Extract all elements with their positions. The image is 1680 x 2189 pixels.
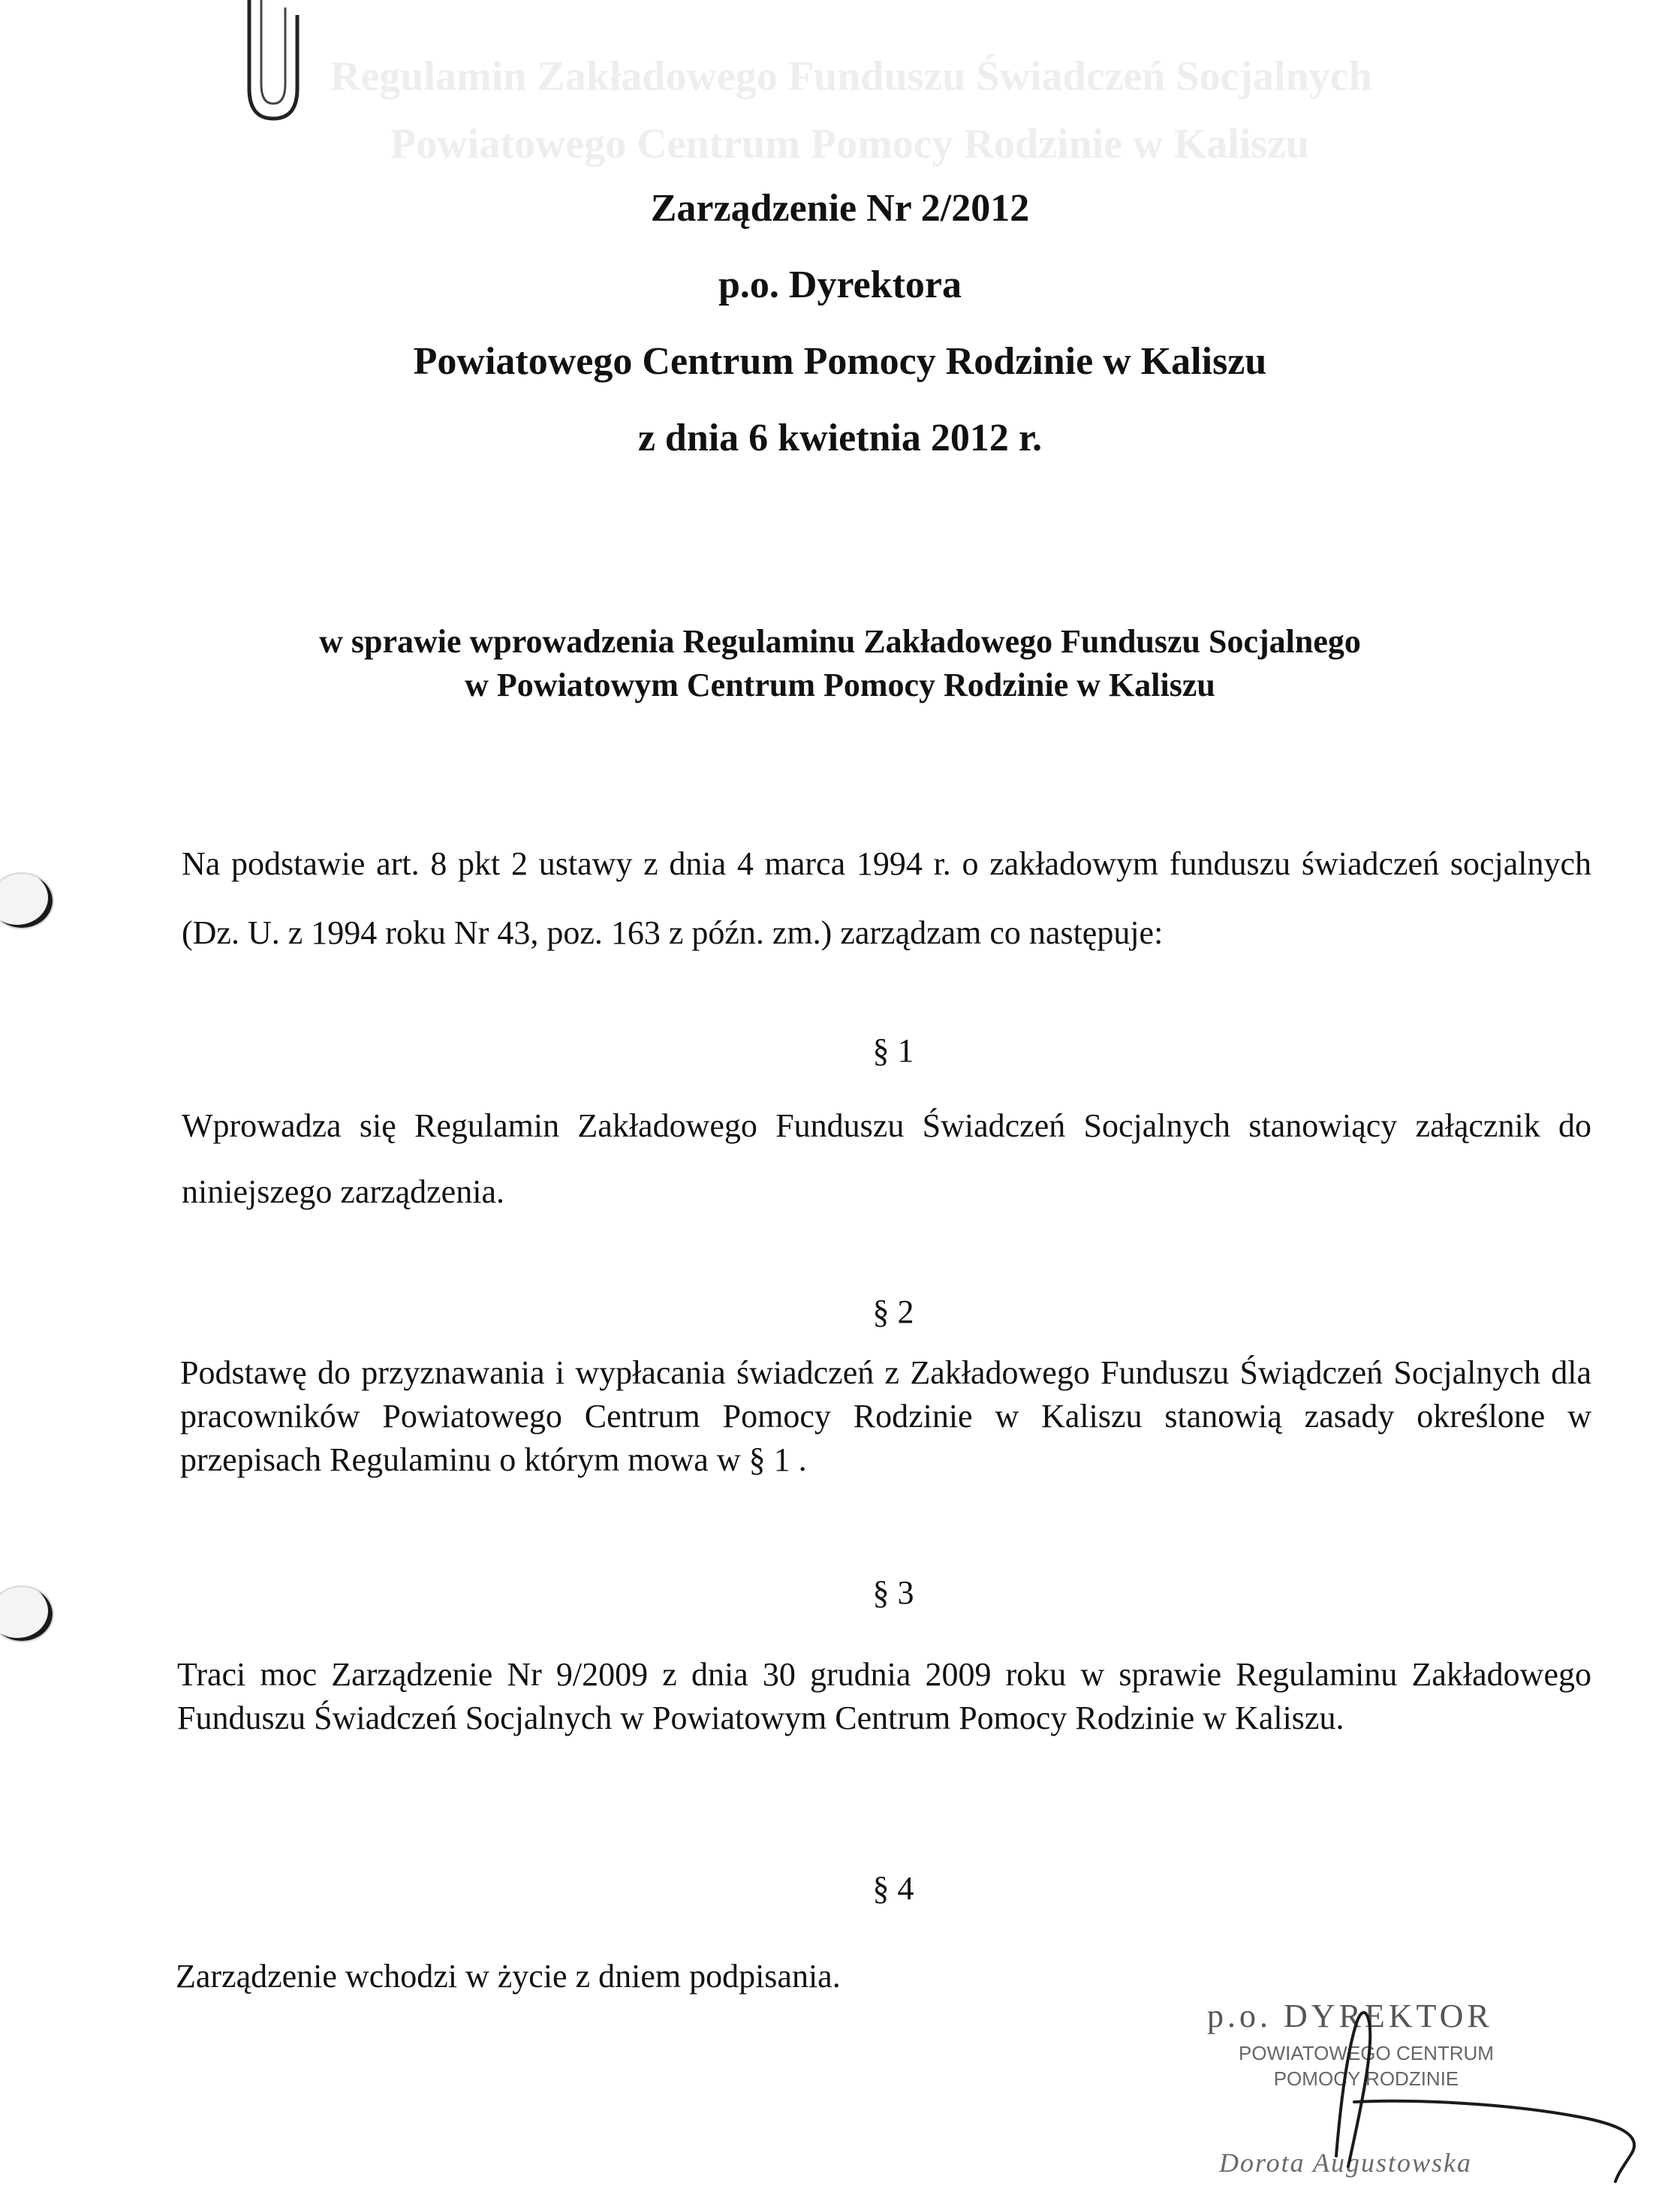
stamp-title: p.o. DYREKTOR <box>1207 1998 1493 2034</box>
document-title: Zarządzenie Nr 2/2012 <box>650 187 1030 230</box>
section-4-text: Zarządzenie wchodzi w życie z dniem podpisania. <box>176 1958 841 1995</box>
subject-line-1: w sprawie wprowadzenia Regulaminu Zakładowego Funduszu Socjalnego <box>319 623 1361 660</box>
section-2-mark: § 2 <box>872 1293 914 1330</box>
section-1-mark: § 1 <box>872 1032 914 1069</box>
bleed-through-line-1: Regulamin Zakładowego Funduszu Świadczeń Socjalnych <box>330 53 1372 100</box>
section-1-text: Wprowadza się Regulamin Zakładowego Funduszu Świadczeń Socjalnych stanowiący załącznik do niniejszego zarządzenia. <box>182 1107 1591 1210</box>
section-3-mark: § 3 <box>872 1574 914 1611</box>
document-position: p.o. Dyrektora <box>718 263 962 306</box>
document-institution: Powiatowego Centrum Pomocy Rodzinie w Kaliszu <box>413 340 1267 383</box>
stamp-line-2: POMOCY RODZINIE <box>1273 2067 1459 2090</box>
subject-line-2: w Powiatowym Centrum Pomocy Rodzinie w Kaliszu <box>465 667 1215 703</box>
section-2-text: Podstawę do przyznawania i wypłacania świadczeń z Zakładowego Funduszu Świądczeń Socjalnych dla pracowników Powiatowego Centrum Pomocy Rodzinie w Kaliszu stanowią zasady określone w przepisach Regulaminu o którym mowa w § 1 . <box>180 1354 1591 1478</box>
document-subject <box>0 620 1680 707</box>
stamp-line-1: POWIATOWEGO CENTRUM <box>1239 2042 1494 2064</box>
legal-basis-paragraph: Na podstawie art. 8 pkt 2 ustawy z dnia 4 marca 1994 r. o zakładowym funduszu świadczeń socjalnych (Dz. U. z 1994 roku Nr 43, poz. 163 z późn. zm.) zarządzam co następuje: <box>182 845 1591 951</box>
punch-hole-top <box>0 872 54 929</box>
paper-clip-icon <box>239 0 306 128</box>
section-4-mark: § 4 <box>872 1870 914 1907</box>
stamp-name: Dorota Augustowska <box>1219 2148 1473 2178</box>
handwritten-signature <box>1321 1989 1666 2184</box>
document-date: z dnia 6 kwietnia 2012 r. <box>637 417 1043 459</box>
section-3-text: Traci moc Zarządzenie Nr 9/2009 z dnia 30 grudnia 2009 roku w sprawie Regulaminu Zakładowego Funduszu Świadczeń Socjalnych w Powiatowym Centrum Pomocy Rodzinie w Kaliszu. <box>177 1656 1591 1736</box>
bleed-through-line-2: Powiatowego Centrum Pomocy Rodzinie w Kaliszu <box>390 121 1310 167</box>
